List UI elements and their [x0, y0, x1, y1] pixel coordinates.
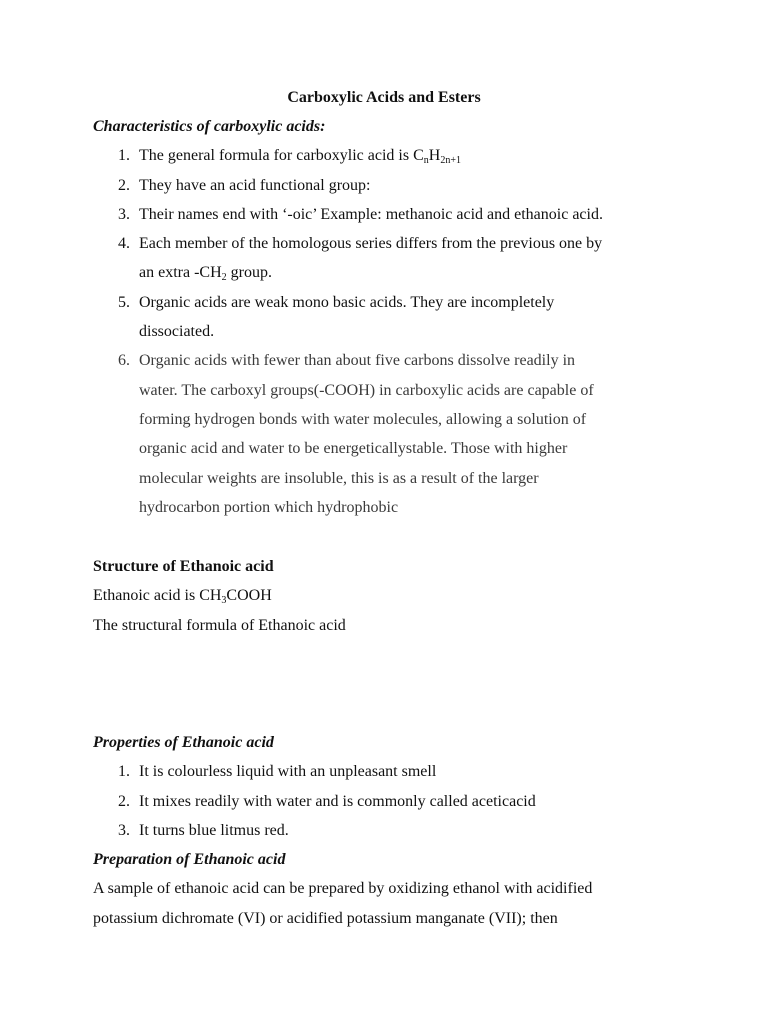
subscript: 2n+1 [440, 155, 461, 166]
characteristics-heading: Characteristics of carboxylic acids: [93, 118, 326, 135]
list-number: 4. [118, 235, 130, 252]
list-item: Organic acids with fewer than about five carbons dissolve readily in [139, 352, 576, 369]
list-item: Each member of the homologous series differs from the previous one by [139, 235, 603, 252]
list-item-continuation: molecular weights are insoluble, this is as a result of the larger [139, 470, 539, 487]
list-number: 3. [118, 206, 130, 223]
list-item-text: The general formula for carboxylic acid is C [139, 147, 424, 164]
list-item-continuation: hydrocarbon portion which hydrophobic [139, 499, 399, 516]
list-item-continuation: forming hydrogen bonds with water molecules, allowing a solution of [139, 411, 587, 428]
structural-formula-text: The structural formula of Ethanoic acid [93, 617, 346, 634]
list-item-text: group. [226, 264, 272, 281]
paragraph-text: COOH [226, 587, 272, 604]
list-number: 1. [118, 763, 130, 780]
list-number: 3. [118, 822, 130, 839]
list-item-continuation [139, 263, 272, 283]
list-item: It mixes readily with water and is commonly called aceticacid [139, 793, 536, 810]
list-number: 2. [118, 177, 130, 194]
list-item: It is colourless liquid with an unpleasant smell [139, 763, 437, 780]
list-number: 1. [118, 147, 130, 164]
list-item: Their names end with ‘-oic’ Example: methanoic acid and ethanoic acid. [139, 206, 603, 223]
paragraph-line: A sample of ethanoic acid can be prepared by oxidizing ethanol with acidified [93, 880, 593, 897]
list-item: They have an acid functional group: [139, 177, 371, 194]
list-item-text: H [428, 147, 441, 164]
preparation-heading: Preparation of Ethanoic acid [93, 851, 286, 868]
paragraph-text: Ethanoic acid is CH [93, 587, 222, 604]
structure-heading: Structure of Ethanoic acid [93, 558, 274, 575]
list-number: 2. [118, 793, 130, 810]
subscript: n [423, 155, 429, 166]
list-item-text: an extra -CH [139, 264, 222, 281]
list-item-continuation: water. The carboxyl groups(-COOH) in carboxylic acids are capable of [139, 382, 594, 399]
list-number: 5. [118, 294, 130, 311]
ethanoic-formula [93, 586, 272, 606]
list-item-continuation: organic acid and water to be energeticallystable. Those with higher [139, 440, 568, 457]
subscript: 3 [221, 595, 227, 606]
list-item: It turns blue litmus red. [139, 822, 289, 839]
properties-heading: Properties of Ethanoic acid [93, 734, 274, 751]
list-number: 6. [118, 352, 130, 369]
subscript: 2 [221, 272, 227, 283]
list-item [139, 146, 461, 166]
list-item: Organic acids are weak mono basic acids. They are incompletely [139, 294, 555, 311]
list-item-continuation: dissociated. [139, 323, 215, 340]
document-title: Carboxylic Acids and Esters [287, 89, 481, 106]
paragraph-line: potassium dichromate (VI) or acidified potassium manganate (VII); then [93, 910, 558, 927]
